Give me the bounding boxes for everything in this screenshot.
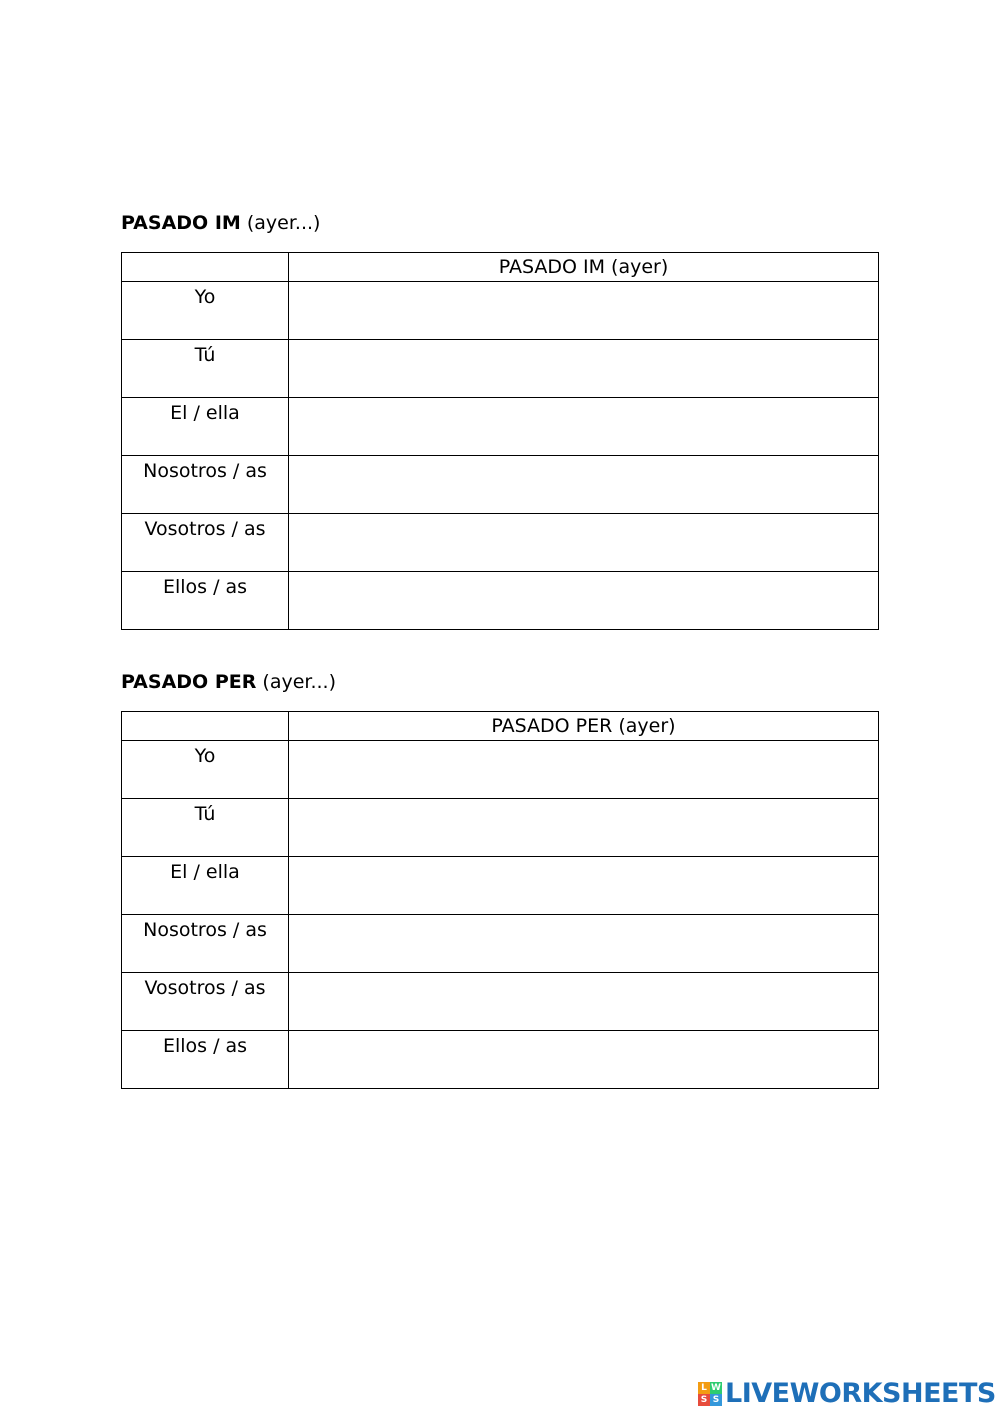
table-row [122, 915, 879, 973]
pronoun-cell: Yo [122, 741, 289, 799]
pronoun-cell: Ellos / as [122, 1031, 289, 1089]
heading-subtitle: (ayer...) [246, 212, 321, 234]
table-header-row [122, 253, 879, 282]
table-row [122, 572, 879, 630]
section-heading [121, 668, 878, 696]
pronoun-cell: El / ella [122, 398, 289, 456]
table-row [122, 799, 879, 857]
logo-mark-letter: W [711, 1383, 721, 1393]
logo-mark-letter: S [698, 1394, 710, 1406]
section-heading [121, 209, 878, 237]
answer-cell[interactable] [289, 398, 879, 456]
conjugation-table [121, 252, 879, 630]
table-row [122, 282, 879, 340]
table-row [122, 741, 879, 799]
logo-mark-letter: L [698, 1382, 710, 1394]
answer-cell[interactable] [289, 282, 879, 340]
answer-cell[interactable] [289, 1031, 879, 1089]
section-pasado-im [121, 209, 878, 598]
heading-title: PASADO IM [121, 212, 241, 234]
section-pasado-per [121, 668, 878, 1057]
answer-cell[interactable] [289, 857, 879, 915]
header-cell-empty [122, 712, 289, 741]
pronoun-cell: Nosotros / as [122, 915, 289, 973]
heading-subtitle: (ayer...) [262, 671, 336, 693]
answer-cell[interactable] [289, 514, 879, 572]
pronoun-cell: Ellos / as [122, 572, 289, 630]
pronoun-cell: Vosotros / as [122, 514, 289, 572]
table-row [122, 1031, 879, 1089]
pronoun-cell: El / ella [122, 857, 289, 915]
answer-cell[interactable] [289, 456, 879, 514]
logo-mark-icon [698, 1382, 722, 1406]
answer-cell[interactable] [289, 799, 879, 857]
pronoun-cell: Yo [122, 282, 289, 340]
header-cell-tense: PASADO PER (ayer) [289, 712, 879, 741]
conjugation-table [121, 711, 879, 1089]
heading-title: PASADO PER [121, 671, 257, 693]
pronoun-cell: Tú [122, 799, 289, 857]
table-row [122, 340, 879, 398]
answer-cell[interactable] [289, 915, 879, 973]
pronoun-cell: Vosotros / as [122, 973, 289, 1031]
pronoun-cell: Nosotros / as [122, 456, 289, 514]
answer-cell[interactable] [289, 741, 879, 799]
liveworksheets-logo [698, 1379, 996, 1409]
pronoun-cell: Tú [122, 340, 289, 398]
header-cell-empty [122, 253, 289, 282]
table-header-row [122, 712, 879, 741]
answer-cell[interactable] [289, 572, 879, 630]
logo-mark-letter: S [710, 1394, 722, 1406]
answer-cell[interactable] [289, 973, 879, 1031]
table-row [122, 398, 879, 456]
table-row [122, 514, 879, 572]
header-cell-tense: PASADO IM (ayer) [289, 253, 879, 282]
answer-cell[interactable] [289, 340, 879, 398]
table-row [122, 857, 879, 915]
table-row [122, 973, 879, 1031]
logo-text: LIVEWORKSHEETS [725, 1378, 996, 1409]
table-row [122, 456, 879, 514]
